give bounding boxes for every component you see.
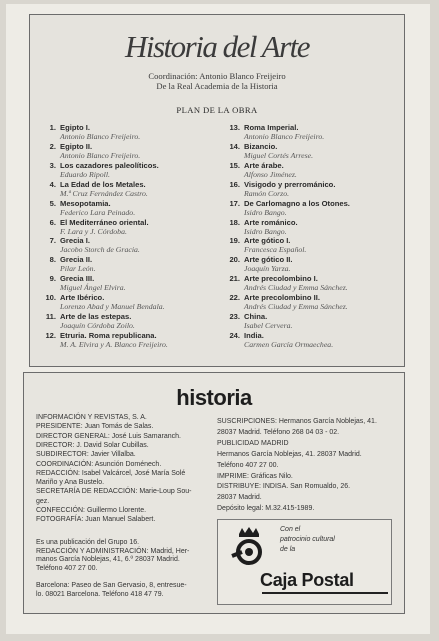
credit-line: Depósito legal: M.32.415-1989. [217,505,315,513]
volume-number: 14. [229,141,240,151]
volume-title: Arte románico. [244,217,298,227]
volume-number: 24. [229,330,240,340]
credit-line: DIRECTOR: J. David Solar Cubillas. [36,441,149,449]
volume-author: Miguel Cortés Arrese. [244,150,314,160]
caja-postal-logo: Caja Postal [260,570,354,590]
volume-author: Lorenzo Abad y Manuel Bendala. [60,302,165,312]
volume-author: F. Lara y J. Córdoba. [60,226,127,236]
volume-title: Arte gótico II. [244,255,293,265]
volume-number: 20. [229,255,240,265]
credit-line: Hermanos García Noblejas, 41. 28037 Madrid. [217,450,362,458]
volume-title: Los cazadores paleolíticos. [60,160,159,170]
volume-title: Grecia I. [60,236,90,246]
volume-title: India. [244,330,264,340]
volume-title: Arte precolombino II. [244,293,320,303]
volume-number: 8. [49,255,56,265]
volume-number: 7. [49,236,56,246]
volume-number: 6. [49,217,56,227]
volume-title: Mesopotamia. [60,198,111,208]
volume-title: Egipto I. [60,123,90,132]
volume-number: 18. [229,217,240,227]
credit-line: PRESIDENTE: Juan Tomás de Salas. [36,423,154,431]
credit-line: SUSCRIPCIONES: Hermanos García Noblejas, 41. [217,418,377,425]
credit-line: Teléfono 407 27 00. [217,461,279,469]
volume-author: Ramón Corzo. [244,188,290,198]
volume-number: 1. [49,123,56,132]
credit-line: DIRECTOR GENERAL: José Luis Samaranch. [36,432,181,440]
sponsor-line-1: Con el [280,526,301,533]
volume-title: Roma Imperial. [244,123,299,132]
credit-line: FOTOGRAFÍA: Juan Manuel Salabert. [36,516,156,524]
volume-title: Grecia III. [60,274,95,284]
volume-number: 2. [49,141,56,151]
credit-line: Es una publicación del Grupo 16. [36,539,140,546]
volume-author: Andrés Ciudad y Emma Sánchez. [244,283,348,293]
volume-title: Grecia II. [60,255,93,265]
volume-title: Arte precolombino I. [244,274,318,284]
sponsor-line-2: patrocinio cultural [280,536,335,543]
credit-line: manos García Noblejas, 41, 6.º 28037 Madrid. [36,556,180,564]
volume-title: Visigodo y prerrománico. [244,179,336,189]
sponsor-box [217,519,392,605]
credit-line: IMPRIME: Gráficas Nilo. [217,472,293,480]
credit-line: Teléfono 407 27 00. [36,564,98,572]
caja-postal-underline [262,592,388,594]
credit-line: INFORMACIÓN Y REVISTAS, S. A. [36,414,147,421]
volume-title: De Carlomagno a los Otones. [244,198,350,208]
volume-title: El Mediterráneo oriental. [60,217,149,227]
volume-author: Isidro Bango. [244,226,287,236]
volume-number: 12. [45,330,56,340]
volume-title: Arte Ibérico. [60,293,105,303]
volume-number: 13. [229,123,240,132]
historia-logo: historia [176,385,252,410]
credit-line: SUBDIRECTOR: Javier Villalba. [36,451,136,459]
volume-title: Bizancio. [244,141,278,151]
sponsor-line-3: de la [280,546,296,553]
volume-title: Arte árabe. [244,160,284,170]
volume-author: Joaquín Yarza. [244,264,291,274]
volume-author: Isidro Bango. [244,207,287,217]
volume-number: 19. [229,236,240,246]
volume-author: Francesca Español. [244,245,307,255]
credit-line: lo. 08021 Barcelona. Teléfono 418 47 79. [36,590,164,598]
credit-line: DISTRIBUYE: INDISA. San Romualdo, 26. [217,483,351,491]
credit-line: Mariño y Ana Bustelo. [36,479,105,487]
volume-author: Joaquín Córdoba Zoilo. [60,321,135,330]
credit-line: REDACCIÓN: Isabel Valcárcel, José María Solé [36,469,186,477]
magazine-page [6,4,430,634]
coordination-line: Coordinación: Antonio Blanco Freijeiro [148,71,286,81]
credit-line: 28037 Madrid. [217,494,262,502]
credit-line: Barcelona: Paseo de San Gervasio, 8, entresue- [36,582,187,589]
post-horn-crown-icon [228,526,270,566]
volume-number: 21. [229,274,240,284]
academy-line: De la Real Academia de la Historia [156,81,278,91]
volume-number: 5. [49,198,56,208]
credit-line: CONFECCIÓN: Guillermo Llorente. [36,507,147,514]
volume-title: Egipto II. [60,141,93,151]
volume-title: Etruria. Roma republicana. [60,330,157,340]
volume-author: Antonio Blanco Freijeiro. [244,132,325,141]
series-title: Historia del Arte [124,29,310,64]
volume-number: 9. [49,274,56,284]
volume-author: Antonio Blanco Freijeiro. [60,132,141,141]
plan-title: PLAN DE LA OBRA [176,105,258,115]
volume-author: Eduardo Ripoll. [60,169,110,179]
volume-author: Isabel Cervera. [244,321,293,330]
plan-de-la-obra-box [29,14,405,367]
volume-author: Andrés Ciudad y Emma Sánchez. [244,302,348,312]
volume-title: China. [244,312,268,321]
volume-number: 15. [229,160,240,170]
volume-author: Alfonso Jiménez. [244,169,297,179]
volume-number: 23. [229,312,240,321]
volume-number: 10. [45,293,56,303]
credit-line: 28037 Madrid. Teléfono 268 04 03 - 02. [217,428,340,436]
volume-title: Arte gótico I. [244,236,291,246]
credits-box [23,372,405,614]
volume-author: Pilar León. [60,264,96,274]
volume-number: 16. [229,179,240,189]
credit-line: gez. [36,497,50,505]
credit-line: COORDINACIÓN: Asunción Doménech. [36,460,162,468]
volume-number: 17. [229,198,240,208]
volume-number: 3. [49,160,56,170]
volume-number: 22. [229,293,240,303]
volume-number: 11. [45,312,56,321]
volume-title: La Edad de los Metales. [60,179,146,189]
volume-author: M.ª Cruz Fernández Castro. [60,188,148,198]
volume-author: Carmen García Ormaechea. [244,339,334,349]
credit-line: REDACCIÓN Y ADMINISTRACIÓN: Madrid, Her- [36,547,190,555]
volume-author: M. A. Elvira y A. Blanco Freijeiro. [60,339,168,349]
volume-title: Arte de las estepas. [60,312,132,321]
volume-number: 4. [49,179,56,189]
volume-author: Miguel Ángel Elvira. [60,283,126,293]
volume-author: Federico Lara Peinado. [60,207,136,217]
volume-author: Antonio Blanco Freijeiro. [60,150,141,160]
volume-author: Jacobo Storch de Gracia. [60,245,140,255]
credit-line: PUBLICIDAD MADRID [217,439,289,447]
credit-line: SECRETARÍA DE REDACCIÓN: Marie-Loup Sou- [36,488,192,496]
